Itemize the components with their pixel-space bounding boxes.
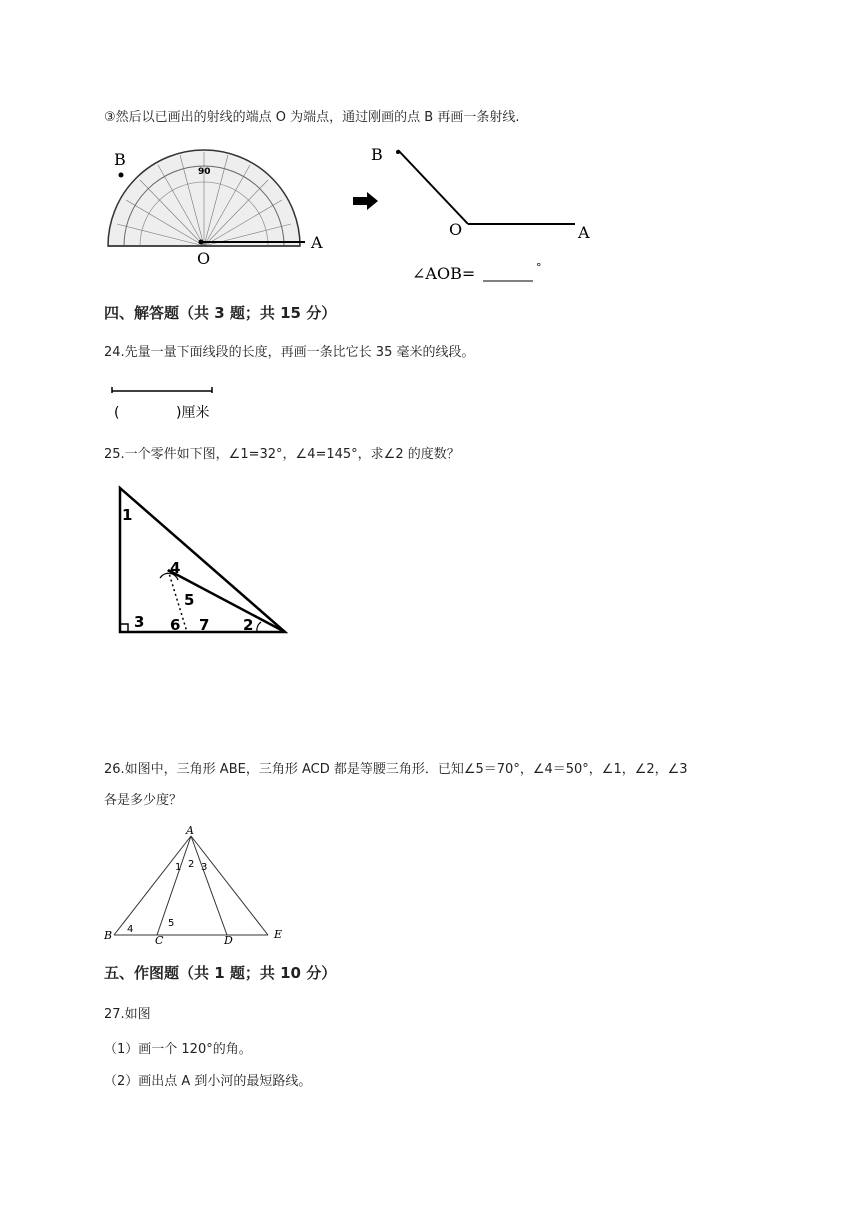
q24-paren-open: ( <box>114 405 120 421</box>
q24-segment-figure <box>100 385 240 425</box>
angle-1-label: 1 <box>122 506 133 524</box>
angle-label-a: A <box>578 223 590 242</box>
section4-title: 四、解答题（共 3 题；共 15 分） <box>104 304 337 322</box>
protractor-figure <box>100 140 340 270</box>
step3-text: ③然后以已画出的射线的端点 O 为端点，通过刚画的点 B 再画一条射线. <box>104 110 520 125</box>
angle-aob-figure <box>365 140 605 290</box>
angle-7-label: 7 <box>199 616 210 634</box>
point-b-dot <box>119 173 124 178</box>
q24-unit: )厘米 <box>176 405 210 421</box>
angle-3-label: 3 <box>134 613 145 631</box>
angle-4-label: 4 <box>170 559 181 577</box>
q26-text-line1: 26.如图中，三角形 ABE，三角形 ACD 都是等腰三角形．已知∠5＝70°，∠4＝50°，∠1，∠2，∠3 <box>104 762 688 777</box>
point-c-label: C <box>155 934 164 944</box>
point-e-label: E <box>274 928 283 941</box>
scale-90-label: 90 <box>198 167 211 177</box>
angle-answer-label: ∠AOB= <box>412 264 476 283</box>
angle-4-label: 4 <box>127 924 134 935</box>
ray-ob <box>398 150 468 224</box>
protractor-label-b: B <box>114 150 126 169</box>
angle-2-label: 2 <box>188 859 195 870</box>
q26-text-line2: 各是多少度？ <box>104 793 183 808</box>
q24-text: 24.先量一量下面线段的长度，再画一条比它长 35 毫米的线段。 <box>104 345 475 360</box>
point-b-label: B <box>104 929 113 942</box>
degree-symbol: ° <box>536 261 542 274</box>
q26-triangle-figure <box>100 822 300 944</box>
q27-item2: （2）画出点 A 到小河的最短路线。 <box>104 1074 312 1089</box>
angle-label-o: O <box>449 220 463 239</box>
angle-5-label: 5 <box>168 918 175 929</box>
q25-triangle-figure <box>110 480 300 640</box>
point-d-label: D <box>224 934 233 944</box>
angle-3-label: 3 <box>201 862 208 873</box>
point-a-label: A <box>186 824 194 837</box>
q27-text: 27.如图 <box>104 1007 151 1022</box>
protractor-label-a: A <box>311 233 323 252</box>
protractor-icon <box>108 150 300 246</box>
angle-1-label: 1 <box>175 862 182 873</box>
angle-label-b: B <box>371 145 383 164</box>
q25-text: 25.一个零件如下图，∠1=32°，∠4=145°，求∠2 的度数？ <box>104 447 460 462</box>
protractor-label-o: O <box>197 249 211 268</box>
angle-2-label: 2 <box>243 616 254 634</box>
q27-item1: （1）画一个 120°的角。 <box>104 1042 252 1057</box>
section5-title: 五、作图题（共 1 题；共 10 分） <box>104 964 337 982</box>
angle-6-label: 6 <box>170 616 181 634</box>
point-o-dot <box>199 240 204 245</box>
angle-5-label: 5 <box>184 591 195 609</box>
